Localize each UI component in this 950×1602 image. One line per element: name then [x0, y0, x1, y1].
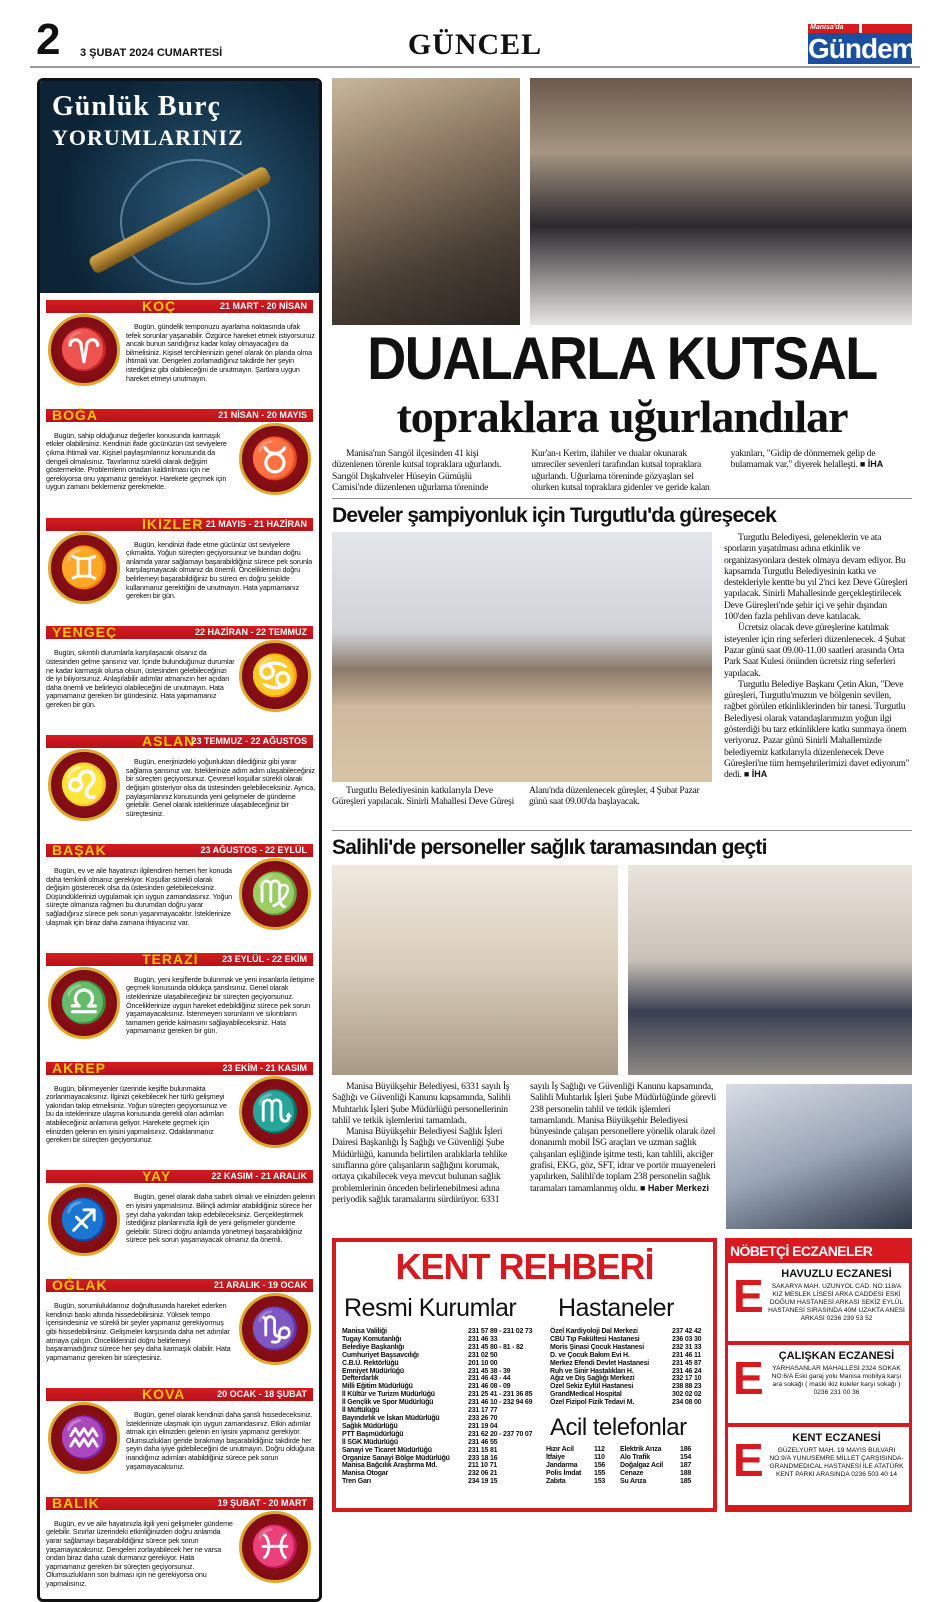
zodiac-symbol-icon: ♎ [48, 967, 120, 1039]
sign-dates: 22 KASIM - 21 ARALIK [211, 1171, 307, 1182]
zodiac-symbol-icon: ♍ [239, 858, 311, 930]
phone-number: 234 19 15 [468, 1478, 498, 1486]
phone-number: 231 46 08 - 09 [468, 1383, 511, 1391]
institution-name: Organize Sanayi Bölge Müdürlüğü [342, 1454, 450, 1462]
emergency-service: Elektrik Arıza [620, 1446, 662, 1453]
logo-main-text: Gündem [808, 33, 916, 64]
sign-name: OĞLAK [52, 1277, 108, 1294]
horoscope-panel [37, 78, 322, 1602]
horoscope-sign-list [40, 300, 319, 1599]
guide-row [342, 1360, 546, 1368]
page-number: 2 [36, 15, 61, 64]
guide-row [550, 1360, 710, 1368]
guide-row [342, 1439, 546, 1447]
guide-row [342, 1375, 546, 1383]
sign-text: Bugün, sahip olduğunuz değerler konusunda karmaşık etkiler olabilirsiniz. Kendinizi ifade gücünüzün üst seviyelere çıkma ihtimali var. Kişisel paylaşımlarınız konusunda da dengeli olmalısınız. Tavırlarınız sürekli olarak değişim göstermekte. Problemlerin ortadan kaldırılması için ne gerekiyorsa onu yapmanız gerekiyor. Harekete geçmek için uygun zamanı beklemeniz gerekmekte. [46, 430, 227, 492]
horoscope-banner [40, 81, 319, 293]
guide-row [342, 1391, 546, 1399]
guide-row [342, 1423, 546, 1431]
emergency-phones-list [546, 1446, 711, 1486]
institution-name: C.B.Ü. Rektörlüğü [342, 1359, 399, 1367]
sign-text: Bugün, genel olarak daha sabırlı olmalı ve elinizden gelenin en iyisini yapmalısınız. Bilinçli adımlar atabildiğiniz sürece her şeyi daha yakından takip edebileceksiniz. Gerçekleştirmek istediğiniz planlarınızla ilgili de yeni gelişmeler gündeme gelebilir. Süreci doğru anlamda yönetmeyi başarabildiğiniz sürece pek sorun yaşamayacak olmanız da önemli. [126, 1192, 315, 1245]
sign-text: Bugün, enerjinizdeki yoğunluktan dilediğiniz gibi yarar sağlama şansınız var. İsteklerinize adım adım ulaşabileceğiniz bir süreçten geçiyorsunuz. Çevresel koşullar sürekli olarak değişim gösteriyor olsa da üstesinden gelebileceksiniz. Ayrıca, paylaşımlarınız konusunda yeni gelişmeler de gündeme gelebilir. Genel olarak isteklerinize ulaşabileceğiniz bir süreçtesiniz. [126, 757, 315, 818]
institution-name: Tren Garı [342, 1478, 371, 1486]
headline-salihli: Salihli'de personeller sağlık taramasından geçti [332, 836, 767, 859]
sign-text: Bugün, gündelik temponuzu ayarlama noktasında ufak tefek sorunlar yaşanabilir. Özgürce hareket etmek istiyorsunuz ancak bunun sandığınız kadar kolay olmayacağını da bilmelisiniz. Kişisel tercihlerinizin genel olarak ön planda olma ihtimali var. Dengeleri zorlamadığınız takdirde her şeyin istediğiniz gibi olabileceğini de unutmayın. Şartlara uygun hareket etmeyi unutmayın. [126, 322, 315, 383]
header-divider [30, 66, 920, 68]
guide-row [342, 1336, 546, 1344]
emergency-service: Hızır Acil [546, 1446, 574, 1453]
phone-number: 112 [594, 1446, 605, 1453]
institution-name: İl Gençlik ve Spor Müdürlüğü [342, 1399, 434, 1407]
institution-name: Manisa Otogar [342, 1470, 389, 1478]
phone-number: 231 46 11 [672, 1351, 701, 1359]
emergency-service: Polis İmdat [546, 1469, 582, 1477]
emergency-service: Zabıta [546, 1477, 566, 1485]
sign-header-bar [46, 841, 313, 858]
horoscope-subtitle: YORUMLARINIZ [52, 125, 244, 150]
article-text: Manisa'nın Sarıgöl ilçesinden 41 kişi düzenlenen törenle kutsal topraklara uğurlandı. Sarıgöl Dışkahveler Hüseyin Gümüşlü Camisi'nde düzenlenen uğurlama töreninde Kur'an-ı Kerim, ilahiler ve dualar okunarak umreciler sevenleri tarafından kutsal topraklara uğurlandı. Uğurlama töreninde gözyaşları sel olurken kutsal topraklara gidenler ve geride kalan yakınları, "Gidip de dönmemek gelip de bulamamak var." diyerek helalleşti. [332, 448, 876, 493]
phone-number: 154 [680, 1453, 692, 1461]
zodiac-symbol-icon: ♐ [48, 1184, 120, 1256]
sign-text: Bugün, genel olarak kendinizi daha şanslı hissedeceksiniz. İsteklerinize ulaşmak için uygun zamandasınız. Etkin adımlar atmak için elinizden gelenin en iyisini yapmanız gerekiyor. Olumsuzlukları geride bırakmayı başarabildiğiniz takdirde her şeyin daha iyiye gidebileceğini de unutmayın. Doğru olduğuna inandığınız adımları atabildiğiniz sürece pek sorun yaşamayacaksınız. [126, 1409, 315, 1471]
section-title: GÜNCEL [407, 28, 543, 61]
phone-number: 302 02 02 [672, 1391, 702, 1399]
emergency-service: Jandarma [546, 1461, 578, 1469]
article-deve-right [724, 532, 912, 781]
phone-number: 156 [594, 1461, 606, 1469]
article-umre-body [332, 448, 912, 493]
institution-name: Merkez Efendi Devlet Hastanesi [550, 1359, 650, 1367]
emergency-service: İtfaiye [546, 1453, 565, 1461]
sign-header-bar [46, 1170, 313, 1183]
camel-wrestling-photo [332, 532, 712, 782]
headline-main: DUALARLA KUTSAL [367, 325, 877, 393]
sign-header-bar [46, 1385, 313, 1402]
article-paragraph: Turgutlu Belediyesinin katkılarıyla Deve Güreşleri yapılacak. Sinirli Mahallesi Deve Güreşi Alanı'nda düzenlenecek güreşler, 4 Şubat Pazar günü saat 09.00'da başlayacak. [332, 785, 700, 808]
phone-number: 231 46 55 [468, 1438, 498, 1446]
institution-name: Ağız ve Diş Sağlığı Merkezi [550, 1375, 635, 1383]
sign-dates: 23 EKİM - 21 KASIM [222, 1062, 307, 1073]
city-guide-box [332, 1238, 717, 1512]
guide-row [342, 1352, 546, 1360]
sign-name: İKİZLER [142, 515, 204, 532]
horoscope-sign [40, 841, 319, 946]
pharmacy-name: HAVUZLU ECZANESİ [781, 1268, 892, 1280]
institution-name: Sanayi ve Ticaret Müdürlüğü [342, 1446, 432, 1454]
horoscope-sign [40, 950, 319, 1055]
official-institutions-list [342, 1328, 546, 1486]
phone-number: 238 88 23 [672, 1383, 702, 1391]
divider [332, 498, 912, 499]
institution-name: Tugay Komutanlığı [342, 1335, 402, 1343]
institution-name: Manisa Bağcılık Araştırma Md. [342, 1462, 438, 1470]
sign-name: BOĞA [52, 406, 98, 423]
emergency-service: Doğalgaz Acil [620, 1461, 664, 1469]
sign-header-bar [46, 300, 313, 313]
institution-name: Milli Eğitim Müdürlüğü [342, 1383, 413, 1391]
guide-row [342, 1368, 546, 1376]
guide-row [550, 1399, 710, 1407]
phone-number: 231 15 81 [468, 1446, 498, 1454]
emergency-service: Cenaze [620, 1469, 644, 1477]
institution-name: İl Kültür ve Turizm Müdürlüğü [342, 1391, 435, 1399]
article-paragraph: Manisa Büyükşehir Belediyesi, 6331 sayılı İş Sağlığı ve Güvenliği Kanunu kapsamında, Salihli Muhtarlık İşleri Şube Müdürlüğü personellerinin tahlil ve tetkik işlemlerini tamamladı. [332, 1081, 511, 1126]
guide-row [550, 1344, 710, 1352]
institution-name: Moris Şinasi Çocuk Hastanesi [550, 1343, 644, 1351]
phone-number: 231 17 77 [468, 1407, 498, 1415]
pharmacy-e-icon: E [733, 1434, 764, 1486]
horoscope-sign [40, 735, 319, 837]
guide-row [342, 1399, 546, 1407]
sign-text: Bugün, bilinmeyenler üzerinde keşifte bulunmakta zorlanmayacaksınız. İlginizi çekebilecek her türlü gelişmeyi yakından takip etmelisiniz. Yoğun süreçten geçiyorsunuz ve bu da isteklerinize ulaşma konusunda gerekli olan adımları atabileceğiniz anlamına geliyor. Harekete geçmek için elinizden gelenin en iyisini yapmalısınız. Odaklanmanız gereken bir süreçten geçiyorsunuz. [46, 1083, 227, 1145]
guide-row [342, 1407, 546, 1415]
institution-name: Emniyet Müdürlüğü [342, 1367, 404, 1375]
issue-date: 3 ŞUBAT 2024 CUMARTESİ [80, 47, 223, 59]
guide-row [342, 1415, 546, 1423]
pharmacy-item [728, 1345, 909, 1423]
phone-number: 237 42 42 [672, 1328, 702, 1335]
institution-name: Manisa Valiliği [342, 1328, 387, 1335]
city-guide-title: KENT REHBERİ [395, 1246, 654, 1287]
institution-name: CBÜ Tıp Fakültesi Hastanesi [550, 1335, 640, 1343]
phone-number: 110 [594, 1453, 605, 1461]
phone-number: 234 08 00 [672, 1399, 702, 1407]
guide-row [550, 1383, 710, 1391]
phone-number: 188 [680, 1469, 692, 1477]
pharmacy-address: SAKARYA MAH. UZUNYOL CAD. NO:118/A KIZ MESLEK LİSESİ ARKA CADDESİ ESKİ DOĞUM HASTANESİ ARKASI SEKİZ EYLÜL HASTANESİ SIRASINDA 40M UZAKTA ANESİ ARKASI 0236 239 53 52 [768, 1283, 905, 1322]
pharmacy-item [728, 1263, 909, 1341]
institution-name: Cumhuriyet Başsavcılığı [342, 1351, 419, 1359]
article-paragraph: Ücretsiz olacak deve güreşlerine katılmak isteyenler için ring seferleri düzenlenecek. 4 Şubat Pazar günü saat 09.00-11.00 saatleri arasında Orta Park Saat Kulesi önünden ücretsiz ring seferleri yapılacak. [724, 622, 906, 679]
sign-text: Bugün, yeni keşiflerde bulunmak ve yeni insanlarla iletişime geçmek konusunda oldukça şanslısınız. Genel olarak isteklerinize ulaşabileceğiniz bir süreçten geçiyorsunuz. Önceliklerinize uygun hareket edebildiğiniz sürece pek sorun yaşamayacaksınız. İstenmeyen sorunların ve sıkıntıların tamamen geride kalmasını sağlayabileceksiniz. Hata yapmamanız gereken bir gün. [126, 974, 315, 1036]
pharmacy-address: GÜZELYURT MAH. 19 MAYIS BULVARI NO:9/A YUNUSEMRE MİLLET ÇARŞISINDA-GRANDMEDICAL HASTANESİ İLE ATATÜRK KENT PARKI ARASINDA 0236 503 40 14 [769, 1447, 904, 1478]
headline-main-line2: topraklara uğurlandılar [396, 391, 848, 442]
sign-dates: 21 ARALIK - 19 OCAK [213, 1280, 307, 1291]
sign-name: YENGEÇ [52, 624, 118, 641]
logo-top-text: Manisa'da [808, 24, 859, 33]
sign-dates: 21 NİSAN - 20 MAYIS [218, 409, 307, 420]
phone-number: 231 46 33 [468, 1335, 498, 1343]
sign-dates: 21 MAYIS - 21 HAZİRAN [205, 518, 307, 529]
pharmacy-address: YARHASANLAR MAHALLESİ 2324 SOKAK NO:6/A Eski garaj yolu Manisa mobilya karşı ara sokağı ( maski ikiz kuleler karşı sokağı ) 0236 231 00 36 [771, 1365, 902, 1396]
guide-row [550, 1391, 710, 1399]
article-salihli-body [332, 1081, 716, 1205]
pharmacy-e-icon: E [733, 1270, 764, 1322]
pharmacy-name: KENT ECZANESİ [792, 1432, 881, 1444]
sign-name: ASLAN [142, 733, 196, 750]
institution-name: Bayındırlık ve İskan Müdürlüğü [342, 1414, 440, 1422]
zodiac-symbol-icon: ♌ [48, 749, 120, 821]
eye-exam-photo [332, 865, 618, 1075]
institution-name: İl Müftülüğü [342, 1407, 380, 1415]
sign-name: KOÇ [142, 298, 177, 314]
guide-row [342, 1470, 546, 1478]
guide-row [342, 1478, 546, 1486]
phone-number: 231 02 50 [468, 1351, 498, 1359]
divider [332, 830, 912, 831]
horoscope-sign [40, 1385, 319, 1490]
sign-header-bar [46, 1059, 313, 1076]
sign-dates: 19 ŞUBAT - 20 MART [217, 1497, 307, 1508]
institution-name: Özel Fizipol Fizik Tedavi M. [550, 1399, 635, 1407]
sign-header-bar [46, 1279, 313, 1292]
sign-header-bar [46, 406, 313, 423]
institution-name: Defterdarlık [342, 1375, 379, 1383]
horoscope-sign [40, 406, 319, 511]
emergency-phones-title: Acil telefonlar [550, 1414, 687, 1441]
phone-number: 231 46 10 - 232 94 69 [468, 1399, 533, 1407]
sign-text: Bugün, ev ve aile hayatınızla ilgili yeni gelişmeler gündeme gelebilir. Sınırlar üzerindeki etkinliğinizden doğru anlamda yarar sağlamayı başarabildiğiniz sürece pek sorun yaşamayacaksınız. Dengeleri zorlayabilecek her ne varsa ondan biraz daha uzak durmanız gerekiyor. Hata yapmamanız gereken bir süreçten geçiyorsunuz. Olumsuzlukların son bulması için ne gerekiyorsa onu yapmalısınız. [46, 1518, 233, 1588]
institution-name: Özel Sekiz Eylül Hastanesi [550, 1383, 634, 1391]
sign-dates: 23 EYLÜL - 22 EKİM [222, 953, 307, 964]
pharmacies-list [728, 1263, 909, 1505]
zodiac-symbol-icon: ♈ [48, 314, 120, 386]
horoscope-sign [40, 1494, 319, 1599]
guide-row [342, 1455, 546, 1463]
phone-number: 233 26 70 [468, 1414, 498, 1422]
guide-row [550, 1336, 710, 1344]
horoscope-sign [40, 626, 319, 728]
article-source: ■ Haber Merkezi [639, 1182, 709, 1193]
sign-text: Bugün, sorumluluklarınız doğrultusunda hareket ederken kendinizi baskı altında hissedebilirsiniz. Yüksek tempo içerisindesiniz ve sürekli bir şeyler yapmanız gerekiyormuş gibi hissedebilirsiniz. Gelişmeler karşısında daha net adımlar atmaya çalışın. Önceliklerinizi doğru belirlemeyi başaramadığınız sürece her şey daha karmaşık olabilir. Hata yapmamanız gereken bir süreçtesiniz. [46, 1301, 231, 1362]
institution-name: Belediye Başkanlığı [342, 1343, 404, 1351]
pharmacy-item [728, 1427, 909, 1505]
sign-name: KOVA [142, 1385, 186, 1402]
zodiac-symbol-icon: ♓ [239, 1511, 311, 1583]
phone-number: 155 [594, 1469, 606, 1477]
sign-text: Bugün, ev ve aile hayatınızı ilgilendiren hemen her konuda daha temkinli olmanız gerekiyor. Koşullar sürekli olarak değişim gösterecek olsa da üstesinden gelebileceksiniz. Düşündüklerinizi uygulamak için uygun zamandasınız. Yoğun süreçte olmanıza rağmen bu durumdan doğru yarar sağladığınız sürece pek sorun yaşanmayacaktır. İsteklerinize ulaşmak için biraz daha zamana ihtiyacınız var. [46, 865, 233, 927]
phone-number: 231 45 87 [672, 1359, 702, 1367]
guide-row [342, 1447, 546, 1455]
logo-top-bar [862, 24, 913, 33]
phone-number: 231 25 41 - 231 36 85 [468, 1391, 533, 1399]
institution-name: Sağlık Müdürlüğü [342, 1422, 398, 1430]
sign-name: BAŞAK [52, 841, 107, 858]
phone-number: 187 [680, 1461, 692, 1469]
zodiac-symbol-icon: ♒ [48, 1402, 120, 1474]
pharmacy-e-icon: E [733, 1352, 764, 1404]
umre-group-photo [530, 78, 912, 325]
health-check-photo [726, 1084, 912, 1229]
horoscope-sign [40, 1170, 319, 1272]
sign-name: TERAZİ [142, 950, 199, 967]
emergency-service: Su Arıza [620, 1477, 647, 1485]
phone-number: 153 [594, 1477, 606, 1485]
zodiac-symbol-icon: ♉ [239, 423, 311, 495]
guide-row [550, 1352, 710, 1360]
sign-dates: 21 MART - 20 NİSAN [219, 301, 307, 311]
article-deve-left [332, 785, 712, 808]
hospitals-title: Hastaneler [558, 1294, 674, 1322]
phone-number: 186 [680, 1446, 692, 1453]
sign-name: YAY [142, 1168, 172, 1185]
phone-number: 232 17 10 [672, 1375, 702, 1383]
sign-dates: 22 HAZİRAN - 22 TEMMUZ [194, 627, 307, 638]
horoscope-sign [40, 1059, 319, 1164]
phone-number: 185 [680, 1477, 692, 1485]
sign-text: Bugün, kendinizi ifade etme gücünüz üst seviyelere çıkmakta. Yoğun süreçten geçiyorsunuz ve bundan doğru anlamda yarar sağlamayı başarabildiğiniz sürece pek sorunla karşılaşmayacak olmanız da önemli. Önceliklerinizi doğru belirlemeyi başarabildiğiniz bu süreci en doğru şekilde kullanmanız gerektiğini de unutmayın. Hata yapmamanız gereken bir gün. [126, 539, 313, 601]
article-source: ■ İHA [859, 459, 884, 470]
sign-header-bar [46, 515, 313, 532]
sign-dates: 23 AĞUSTOS - 22 EYLÜL [200, 844, 307, 855]
sign-name: AKREP [52, 1059, 107, 1076]
zodiac-symbol-icon: ♊ [48, 532, 120, 604]
phone-number: 231 62 20 - 237 70 07 [468, 1430, 533, 1438]
guide-row [550, 1328, 710, 1336]
sign-header-bar [46, 1494, 313, 1511]
phone-number: 231 57 89 - 231 02 73 [468, 1328, 533, 1335]
horoscope-title: Günlük Burç [52, 91, 221, 122]
institution-name: PTT Başmüdürlüğü [342, 1430, 404, 1438]
guide-row [550, 1368, 710, 1376]
phone-number: 231 45 38 - 39 [468, 1367, 511, 1375]
article-paragraph: Turgutlu Belediye Başkanı Çetin Akın, "Deve güreşleri, Turgutlu'muzun ve bölgenin sevilen, rağbet görülen etkinliklerinden bir tanesi. Turgutlu Belediyesi olarak vatandaşlarımızın yoğun ilgi gösterdiği bu tarz etkinliklere katkı sunmaya önem veriyoruz. Pazar günü Sinirli Mahallemizde belediyemiz katkılarıyla düzenlenecek Deve Güreşleri'ne tüm hemşehrilerimizi davet ediyorum" dedi. [724, 678, 910, 781]
phone-number: 231 46 43 - 44 [468, 1375, 511, 1383]
institution-name: İl SGK Müdürlüğü [342, 1438, 398, 1446]
phone-number: 231 19 04 [468, 1422, 498, 1430]
phone-number: 233 18 16 [468, 1454, 498, 1462]
sign-text: Bugün, sıkıntılı durumlarla karşılaşacak olsanız da üstesinden gelme şansınız var. İçinde bulunduğunuz durumlar ne kadar karmaşık olursa olsun, üstesinden gelebileceğinizi de iyi biliyorsunuz. Anlaşılabilir adımlar atmanızın her açıdan daha önemli ve belirleyici olabileceğini de unutmayın. Hata yapmamanız gereken bir gündesiniz. Hata yapmamanız gereken bir gün. [46, 648, 235, 709]
headline-deve: Develer şampiyonluk için Turgutlu'da güreşecek [332, 504, 776, 527]
newspaper-logo [808, 24, 916, 64]
institution-name: D. ve Çocuk Bakım Evi H. [550, 1351, 630, 1359]
phone-number: 231 45 80 - 81 - 82 [468, 1343, 524, 1351]
official-institutions-title: Resmi Kurumlar [344, 1294, 517, 1322]
guide-row [342, 1328, 546, 1336]
institution-name: GrandMedical Hospital [550, 1391, 622, 1399]
sign-header-bar [46, 735, 313, 748]
institution-name: Özel Kardiyoloji Dal Merkezi [550, 1328, 638, 1335]
pharmacy-name: ÇALIŞKAN ECZANESİ [778, 1350, 895, 1362]
fire-station-group-photo [628, 865, 912, 1075]
zodiac-symbol-icon: ♑ [239, 1293, 311, 1365]
sign-dates: 23 TEMMUZ - 22 AĞUSTOS [191, 736, 307, 747]
phone-number: 231 46 24 [672, 1367, 702, 1375]
horoscope-sign [40, 515, 319, 620]
zodiac-symbol-icon: ♋ [239, 640, 311, 712]
phone-number: 236 03 30 [672, 1335, 702, 1343]
article-paragraph: Manisa Büyükşehir Belediyesi Sağlık İşleri Dairesi Başkanlığı İş Sağlığı ve Güvenliği Şube Müdürlüğü, kanunda belirtilen aralıklarla tehlike sınıflarına göre çalışanların sağlığını korumak, ortaya çıkabilecek veya mevcut bulunan sağlık problemlerinin önceden belirlenebilmesi adına periyodik sağlık taramalarını sürdürüyor. 6331 sayılı İş Sağlığı ve Güvenliği Kanunu kapsamında, Salihli Muhtarlık İşleri Şube Müdürlüğünde görevli 238 personelin tahlil ve tetkik işlemleri tamamlandı. Manisa Büyükşehir Belediyesi bünyesinde çalışan personellere yönelik olarak özel donanımlı mobil İSG araçları ve uzman sağlık çalışanları eşliğinde işitme testi, kan tahlili, akciğer grafisi, EKG, göz, SFT, idrar ve portör muayeneleri yapılırken, Salihli'de toplam 238 personelin sağlık taramaları tamamlanmış oldu. [332, 1081, 717, 1205]
horoscope-sign [40, 1279, 319, 1381]
pharmacies-box [725, 1238, 912, 1512]
article-paragraph: Turgutlu Belediyesi, geleneklerin ve ata sporların yaşatılması adına etkinlik ve organizasyonlara destek olmaya devam ediyor. Bu kapsamda Turgutlu Belediyesinin katkı ve destekleriyle kentte bu yıl 2'nci kez Deve Güreşleri yapılacak. Sinirli Mahallesinde gerçekleştirilecek Deve Güreşleri'nde şehir içi ve şehir dışından 100'den fazla pehlivan deve katılacak. [724, 532, 908, 623]
sign-header-bar [46, 626, 313, 639]
emergency-service: Alo Trafik [620, 1453, 650, 1461]
phone-number: 211 10 71 [468, 1462, 497, 1470]
hospitals-list [550, 1328, 710, 1407]
horoscope-sign [40, 300, 319, 402]
umre-crowd-photo [332, 78, 520, 325]
phone-number: 232 31 33 [672, 1343, 702, 1351]
guide-row [342, 1462, 546, 1470]
zodiac-symbol-icon: ♏ [239, 1076, 311, 1148]
guide-row [342, 1431, 546, 1439]
phone-number: 201 10 00 [468, 1359, 498, 1367]
sign-dates: 20 OCAK - 18 ŞUBAT [217, 1388, 307, 1399]
pharmacies-title: NÖBETÇİ ECZANELER [730, 1243, 873, 1259]
institution-name: Ruh ve Sinir Hastalıkları H. [550, 1367, 634, 1375]
sign-name: BALIK [52, 1494, 100, 1511]
article-source: ■ İHA [743, 769, 768, 780]
guide-row [342, 1344, 546, 1352]
sign-header-bar [46, 950, 313, 967]
phone-number: 232 06 21 [468, 1470, 498, 1478]
